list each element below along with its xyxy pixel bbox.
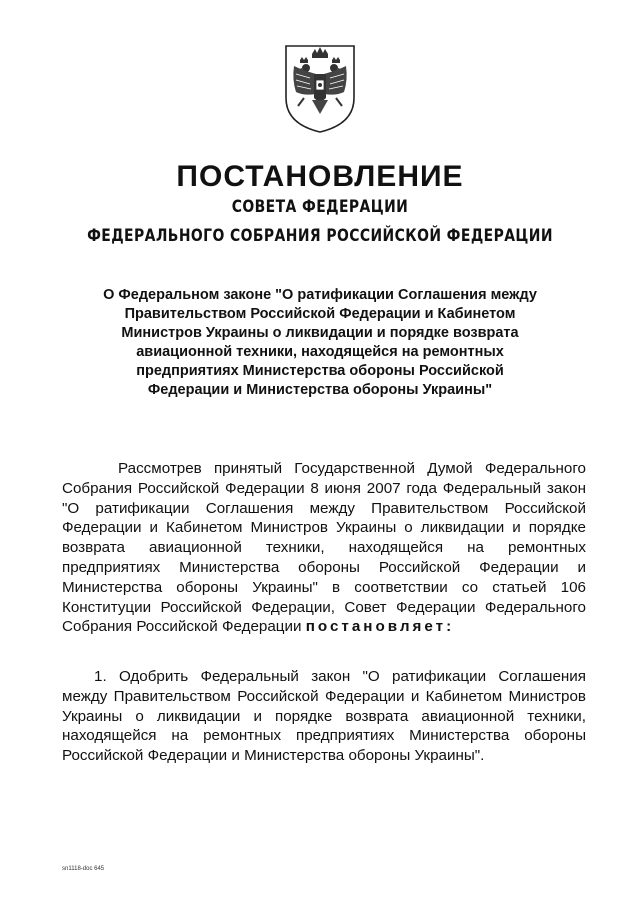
footer-doc-code: sn1118-doc 645 xyxy=(62,866,105,872)
resolution-keyword: постановляет: xyxy=(305,618,455,636)
document-subject: О Федеральном законе "О ратификации Соглашения между Правительством Российской Федерации и Кабинетом Министров Украины о ликвидации и порядке возврата авиационной техники, находящейся на ремонтных предприятиях Министерства обороны Российской Федерации и Министерства обороны Украины" xyxy=(103,287,537,398)
document-subtitle-line2: ФЕДЕРАЛЬНОГО СОБРАНИЯ РОССИЙСКОЙ ФЕДЕРАЦИИ xyxy=(87,226,553,246)
body-paragraph-2: 1. Одобрить Федеральный закон "О ратификации Соглашения между Правительством Российской Федерации и Кабинетом Министров Украины о ликвидации и порядке возврата авиационной техники, находящейся на ремонтных предприятиях Министерства обороны Российской Федерации и Министерства обороны Украины". xyxy=(62,668,586,765)
document-subtitle-line1: СОВЕТА ФЕДЕРАЦИИ xyxy=(231,197,409,217)
russian-coat-of-arms-icon xyxy=(272,40,368,136)
body-paragraph-1 xyxy=(62,459,586,637)
document-title: ПОСТАНОВЛЕНИЕ xyxy=(176,160,464,193)
body-paragraph-1-text: Рассмотрев принятый Государственной Думой Федерального Собрания Российской Федерации 8 июня 2007 года Федеральный закон "О ратификации Соглашения между Правительством Российской Федерации и Кабинетом Министров Украины о ликвидации и порядке возврата авиационной техники, находящейся на ремонтных предприятиях Министерства обороны Российской Федерации и Министерства обороны Украины" в соответствии со статьей 106 Конституции Российской Федерации, Совет Федерации Федерального Собрания Российской Федерации xyxy=(62,460,586,636)
